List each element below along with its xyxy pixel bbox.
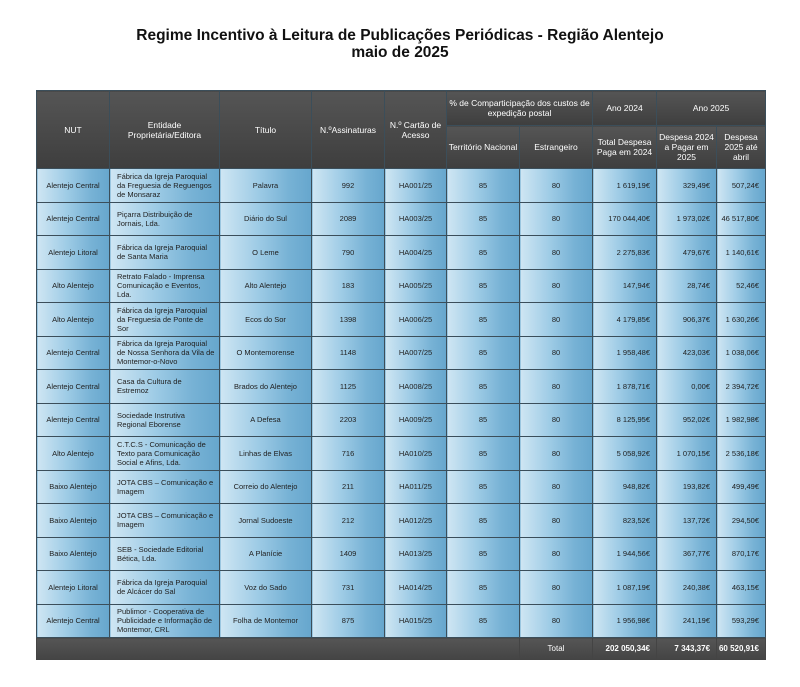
cell-expense-2025: 1 630,26€ bbox=[717, 303, 766, 337]
cell-subscriptions: 1409 bbox=[312, 537, 385, 571]
cell-card: HA003/25 bbox=[385, 202, 447, 236]
cell-subscriptions: 1125 bbox=[312, 370, 385, 404]
subsidy-table bbox=[36, 90, 765, 660]
cell-title: O Montemorense bbox=[220, 336, 312, 370]
title-line-1: Regime Incentivo à Leitura de Publicações Periódicas - Região Alentejo bbox=[136, 27, 664, 44]
cell-paid-2024: 1 619,19€ bbox=[593, 169, 657, 203]
cell-entity: Fábrica da Igreja Paroquial de Santa Maria bbox=[110, 236, 220, 270]
total-expense-2025: 60 520,91€ bbox=[717, 638, 766, 660]
cell-expense-2025: 294,50€ bbox=[717, 504, 766, 538]
table-row bbox=[37, 571, 766, 605]
header-entity: Entidade Proprietária/Editora bbox=[110, 91, 220, 169]
cell-national: 85 bbox=[447, 236, 520, 270]
cell-subscriptions: 1398 bbox=[312, 303, 385, 337]
cell-title: Folha de Montemor bbox=[220, 604, 312, 638]
cell-paid-2024: 1 958,48€ bbox=[593, 336, 657, 370]
cell-entity: Fábrica da Igreja Paroquial da Freguesia de Ponte de Sor bbox=[110, 303, 220, 337]
cell-title: Palavra bbox=[220, 169, 312, 203]
cell-foreign: 80 bbox=[520, 604, 593, 638]
cell-to-pay-2025: 241,19€ bbox=[657, 604, 717, 638]
cell-foreign: 80 bbox=[520, 470, 593, 504]
cell-to-pay-2025: 28,74€ bbox=[657, 269, 717, 303]
cell-expense-2025: 1 140,61€ bbox=[717, 236, 766, 270]
cell-title: Ecos do Sor bbox=[220, 303, 312, 337]
cell-card: HA009/25 bbox=[385, 403, 447, 437]
cell-paid-2024: 8 125,95€ bbox=[593, 403, 657, 437]
cell-paid-2024: 170 044,40€ bbox=[593, 202, 657, 236]
cell-nut: Alentejo Litoral bbox=[37, 571, 110, 605]
header-year-2024: Ano 2024 bbox=[593, 91, 657, 126]
cell-expense-2025: 507,24€ bbox=[717, 169, 766, 203]
cell-to-pay-2025: 329,49€ bbox=[657, 169, 717, 203]
cell-entity: JOTA CBS – Comunicação e Imagem bbox=[110, 504, 220, 538]
cell-nut: Alentejo Central bbox=[37, 169, 110, 203]
header-card: N.º Cartão de Acesso bbox=[385, 91, 447, 169]
cell-foreign: 80 bbox=[520, 202, 593, 236]
table-row bbox=[37, 336, 766, 370]
cell-subscriptions: 2203 bbox=[312, 403, 385, 437]
cell-to-pay-2025: 193,82€ bbox=[657, 470, 717, 504]
cell-national: 85 bbox=[447, 470, 520, 504]
cell-expense-2025: 499,49€ bbox=[717, 470, 766, 504]
cell-foreign: 80 bbox=[520, 169, 593, 203]
total-paid-2024: 202 050,34€ bbox=[593, 638, 657, 660]
cell-national: 85 bbox=[447, 269, 520, 303]
cell-foreign: 80 bbox=[520, 236, 593, 270]
cell-foreign: 80 bbox=[520, 437, 593, 471]
cell-to-pay-2025: 479,67€ bbox=[657, 236, 717, 270]
cell-title: Voz do Sado bbox=[220, 571, 312, 605]
cell-expense-2025: 46 517,80€ bbox=[717, 202, 766, 236]
cell-to-pay-2025: 0,00€ bbox=[657, 370, 717, 404]
cell-expense-2025: 2 536,18€ bbox=[717, 437, 766, 471]
table-row bbox=[37, 403, 766, 437]
cell-paid-2024: 1 956,98€ bbox=[593, 604, 657, 638]
cell-foreign: 80 bbox=[520, 370, 593, 404]
cell-to-pay-2025: 367,77€ bbox=[657, 537, 717, 571]
cell-card: HA005/25 bbox=[385, 269, 447, 303]
cell-nut: Alto Alentejo bbox=[37, 303, 110, 337]
table-row bbox=[37, 604, 766, 638]
cell-nut: Baixo Alentejo bbox=[37, 537, 110, 571]
cell-subscriptions: 875 bbox=[312, 604, 385, 638]
cell-foreign: 80 bbox=[520, 571, 593, 605]
cell-card: HA014/25 bbox=[385, 571, 447, 605]
cell-foreign: 80 bbox=[520, 537, 593, 571]
cell-to-pay-2025: 1 973,02€ bbox=[657, 202, 717, 236]
table-row bbox=[37, 537, 766, 571]
cell-nut: Alentejo Litoral bbox=[37, 236, 110, 270]
cell-title: Correio do Alentejo bbox=[220, 470, 312, 504]
title-line-2: maio de 2025 bbox=[351, 44, 449, 61]
header-year-2025: Ano 2025 bbox=[657, 91, 766, 126]
cell-expense-2025: 593,29€ bbox=[717, 604, 766, 638]
cell-title: Diário do Sul bbox=[220, 202, 312, 236]
cell-national: 85 bbox=[447, 537, 520, 571]
cell-paid-2024: 823,52€ bbox=[593, 504, 657, 538]
cell-title: Brados do Alentejo bbox=[220, 370, 312, 404]
cell-foreign: 80 bbox=[520, 336, 593, 370]
cell-national: 85 bbox=[447, 604, 520, 638]
cell-national: 85 bbox=[447, 336, 520, 370]
table-row bbox=[37, 269, 766, 303]
cell-entity: Sociedade Instrutiva Regional Eborense bbox=[110, 403, 220, 437]
cell-subscriptions: 183 bbox=[312, 269, 385, 303]
cell-card: HA012/25 bbox=[385, 504, 447, 538]
cell-nut: Alentejo Central bbox=[37, 336, 110, 370]
cell-to-pay-2025: 906,37€ bbox=[657, 303, 717, 337]
cell-to-pay-2025: 240,38€ bbox=[657, 571, 717, 605]
cell-card: HA004/25 bbox=[385, 236, 447, 270]
cell-nut: Alentejo Central bbox=[37, 370, 110, 404]
cell-entity: Fábrica da Igreja Paroquial de Nossa Senhora da Vila de Montemor-o-Novo bbox=[110, 336, 220, 370]
cell-to-pay-2025: 423,03€ bbox=[657, 336, 717, 370]
cell-card: HA007/25 bbox=[385, 336, 447, 370]
cell-nut: Baixo Alentejo bbox=[37, 470, 110, 504]
cell-paid-2024: 147,94€ bbox=[593, 269, 657, 303]
cell-title: A Planície bbox=[220, 537, 312, 571]
cell-title: A Defesa bbox=[220, 403, 312, 437]
total-label: Total bbox=[520, 638, 593, 660]
table-row bbox=[37, 202, 766, 236]
cell-entity: Publimor - Cooperativa de Publicidade e Informação de Montemor, CRL bbox=[110, 604, 220, 638]
cell-subscriptions: 1148 bbox=[312, 336, 385, 370]
cell-to-pay-2025: 952,02€ bbox=[657, 403, 717, 437]
cell-title: O Leme bbox=[220, 236, 312, 270]
header-expense-2025-april: Despesa 2025 até abril bbox=[717, 126, 766, 169]
cell-title: Jornal Sudoeste bbox=[220, 504, 312, 538]
cell-entity: SEB - Sociedade Editorial Bética, Lda. bbox=[110, 537, 220, 571]
cell-card: HA011/25 bbox=[385, 470, 447, 504]
cell-national: 85 bbox=[447, 571, 520, 605]
cell-nut: Alentejo Central bbox=[37, 202, 110, 236]
cell-paid-2024: 1 944,56€ bbox=[593, 537, 657, 571]
cell-expense-2025: 1 038,06€ bbox=[717, 336, 766, 370]
header-title: Título bbox=[220, 91, 312, 169]
cell-national: 85 bbox=[447, 504, 520, 538]
cell-subscriptions: 211 bbox=[312, 470, 385, 504]
cell-nut: Alentejo Central bbox=[37, 403, 110, 437]
cell-card: HA001/25 bbox=[385, 169, 447, 203]
cell-paid-2024: 2 275,83€ bbox=[593, 236, 657, 270]
cell-paid-2024: 1 878,71€ bbox=[593, 370, 657, 404]
cell-card: HA015/25 bbox=[385, 604, 447, 638]
cell-national: 85 bbox=[447, 169, 520, 203]
cell-expense-2025: 2 394,72€ bbox=[717, 370, 766, 404]
table-row bbox=[37, 236, 766, 270]
cell-nut: Alto Alentejo bbox=[37, 437, 110, 471]
cell-national: 85 bbox=[447, 202, 520, 236]
cell-to-pay-2025: 1 070,15€ bbox=[657, 437, 717, 471]
cell-to-pay-2025: 137,72€ bbox=[657, 504, 717, 538]
cell-national: 85 bbox=[447, 403, 520, 437]
cell-foreign: 80 bbox=[520, 269, 593, 303]
cell-foreign: 80 bbox=[520, 303, 593, 337]
cell-entity: Retrato Falado - Imprensa Comunicação e Eventos, Lda. bbox=[110, 269, 220, 303]
header-subscriptions: N.ºAssinaturas bbox=[312, 91, 385, 169]
cell-card: HA010/25 bbox=[385, 437, 447, 471]
cell-foreign: 80 bbox=[520, 504, 593, 538]
cell-subscriptions: 212 bbox=[312, 504, 385, 538]
page-title bbox=[0, 27, 800, 61]
cell-expense-2025: 52,46€ bbox=[717, 269, 766, 303]
cell-paid-2024: 5 058,92€ bbox=[593, 437, 657, 471]
table-row bbox=[37, 504, 766, 538]
table-row bbox=[37, 470, 766, 504]
header-expense-2024-to-pay: Despesa 2024 a Pagar em 2025 bbox=[657, 126, 717, 169]
cell-entity: C.T.C.S - Comunicação de Texto para Comunicação Social e Afins, Lda. bbox=[110, 437, 220, 471]
total-spacer bbox=[37, 638, 520, 660]
cell-title: Alto Alentejo bbox=[220, 269, 312, 303]
cell-paid-2024: 4 179,85€ bbox=[593, 303, 657, 337]
cell-subscriptions: 716 bbox=[312, 437, 385, 471]
cell-card: HA013/25 bbox=[385, 537, 447, 571]
cell-foreign: 80 bbox=[520, 403, 593, 437]
table-row bbox=[37, 437, 766, 471]
cell-national: 85 bbox=[447, 303, 520, 337]
header-foreign: Estrangeiro bbox=[520, 126, 593, 169]
total-to-pay-2025: 7 343,37€ bbox=[657, 638, 717, 660]
table-row bbox=[37, 370, 766, 404]
header-percent-group: % de Comparticipação dos custos de expedição postal bbox=[447, 91, 593, 126]
cell-title: Linhas de Elvas bbox=[220, 437, 312, 471]
cell-paid-2024: 948,82€ bbox=[593, 470, 657, 504]
cell-national: 85 bbox=[447, 437, 520, 471]
cell-entity: Fábrica da Igreja Paroquial de Alcácer do Sal bbox=[110, 571, 220, 605]
cell-subscriptions: 731 bbox=[312, 571, 385, 605]
cell-card: HA008/25 bbox=[385, 370, 447, 404]
cell-card: HA006/25 bbox=[385, 303, 447, 337]
cell-expense-2025: 1 982,98€ bbox=[717, 403, 766, 437]
cell-entity: JOTA CBS – Comunicação e Imagem bbox=[110, 470, 220, 504]
header-national: Território Nacional bbox=[447, 126, 520, 169]
total-row bbox=[37, 638, 766, 660]
cell-expense-2025: 463,15€ bbox=[717, 571, 766, 605]
cell-national: 85 bbox=[447, 370, 520, 404]
cell-expense-2025: 870,17€ bbox=[717, 537, 766, 571]
table-row bbox=[37, 303, 766, 337]
cell-entity: Piçarra Distribuição de Jornais, Lda. bbox=[110, 202, 220, 236]
header-total-paid-2024: Total Despesa Paga em 2024 bbox=[593, 126, 657, 169]
cell-entity: Fábrica da Igreja Paroquial da Freguesia de Reguengos de Monsaraz bbox=[110, 169, 220, 203]
cell-entity: Casa da Cultura de Estremoz bbox=[110, 370, 220, 404]
cell-nut: Alto Alentejo bbox=[37, 269, 110, 303]
cell-subscriptions: 2089 bbox=[312, 202, 385, 236]
header-nut: NUT bbox=[37, 91, 110, 169]
cell-nut: Baixo Alentejo bbox=[37, 504, 110, 538]
cell-paid-2024: 1 087,19€ bbox=[593, 571, 657, 605]
cell-subscriptions: 790 bbox=[312, 236, 385, 270]
table-row bbox=[37, 169, 766, 203]
cell-subscriptions: 992 bbox=[312, 169, 385, 203]
cell-nut: Alentejo Central bbox=[37, 604, 110, 638]
